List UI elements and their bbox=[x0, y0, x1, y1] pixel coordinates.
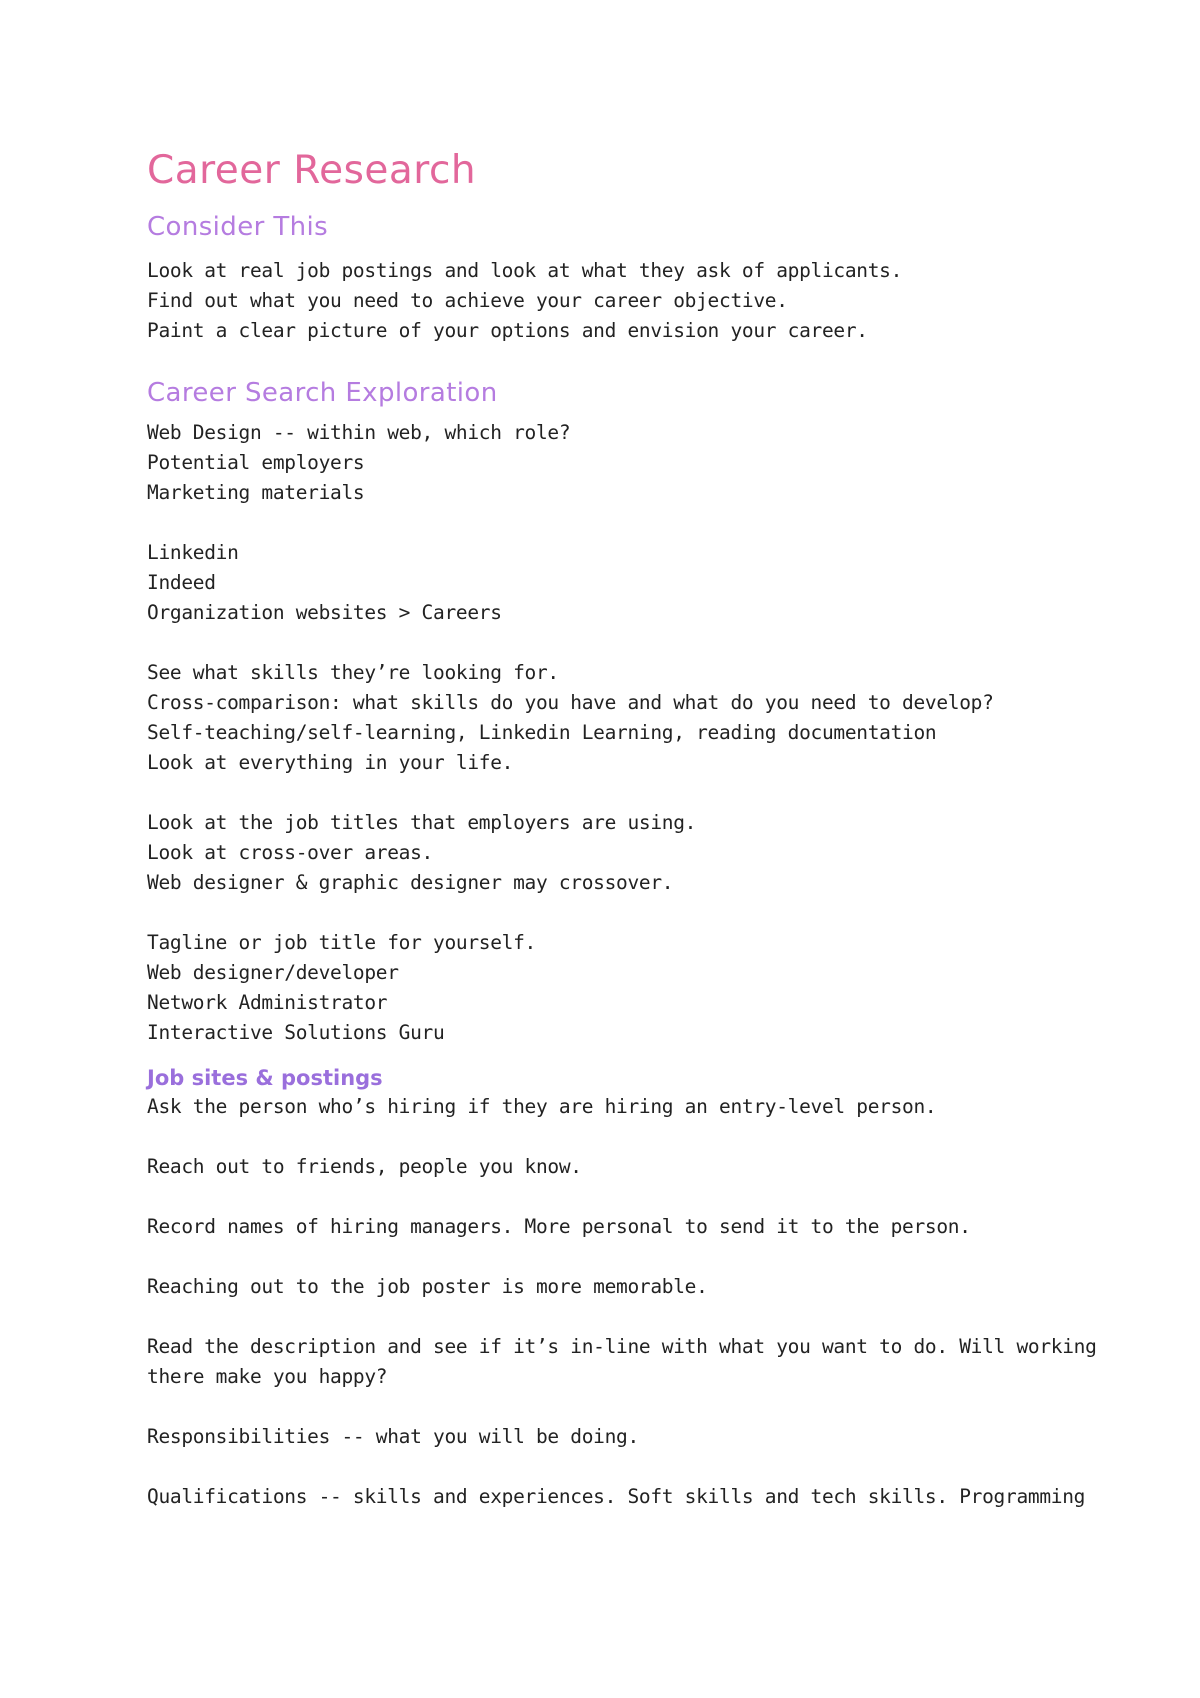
text-line: Paint a clear picture of your options and envision your career. bbox=[147, 319, 868, 342]
text-line: Look at cross-over areas. bbox=[147, 841, 434, 864]
text-line: Responsibilities -- what you will be doing. bbox=[147, 1425, 639, 1448]
text-line: See what skills they’re looking for. bbox=[147, 661, 559, 684]
text-line: Network Administrator bbox=[147, 991, 388, 1014]
text-line: Indeed bbox=[147, 571, 216, 594]
text-line: Qualifications -- skills and experiences. Soft skills and tech skills. Programming bbox=[147, 1485, 1086, 1508]
text-line: Read the description and see if it’s in-line with what you want to do. Will working bbox=[147, 1335, 1097, 1358]
text-line: Cross-comparison: what skills do you have and what do you need to develop? bbox=[147, 691, 994, 714]
text-line: Reach out to friends, people you know. bbox=[147, 1155, 582, 1178]
text-line: Web Design -- within web, which role? bbox=[147, 421, 571, 444]
text-line: Interactive Solutions Guru bbox=[147, 1021, 445, 1044]
text-line: Self-teaching/self-learning, Linkedin Learning, reading documentation bbox=[147, 721, 937, 744]
text-line: Potential employers bbox=[147, 451, 365, 474]
text-line: Tagline or job title for yourself. bbox=[147, 931, 536, 954]
text-line: Web designer/developer bbox=[147, 961, 399, 984]
text-line: Organization websites > Careers bbox=[147, 601, 502, 624]
text-line: Find out what you need to achieve your career objective. bbox=[147, 289, 788, 312]
text-line: Look at everything in your life. bbox=[147, 751, 514, 774]
text-line: Ask the person who’s hiring if they are hiring an entry-level person. bbox=[147, 1095, 937, 1118]
section-heading-jobsites: Job sites & postings bbox=[147, 1066, 383, 1090]
section-heading-consider: Consider This bbox=[147, 212, 329, 242]
document-page bbox=[147, 146, 1097, 1512]
text-line: Look at real job postings and look at what they ask of applicants. bbox=[147, 259, 903, 282]
text-line: Record names of hiring managers. More personal to send it to the person. bbox=[147, 1215, 971, 1238]
page-title: Career Research bbox=[147, 148, 477, 193]
text-line: there make you happy? bbox=[147, 1365, 388, 1388]
text-line: Marketing materials bbox=[147, 481, 365, 504]
section-heading-exploration: Career Search Exploration bbox=[147, 378, 498, 408]
text-line: Reaching out to the job poster is more memorable. bbox=[147, 1275, 708, 1298]
text-line: Web designer & graphic designer may crossover. bbox=[147, 871, 674, 894]
text-line: Look at the job titles that employers are using. bbox=[147, 811, 697, 834]
text-line: Linkedin bbox=[147, 541, 239, 564]
